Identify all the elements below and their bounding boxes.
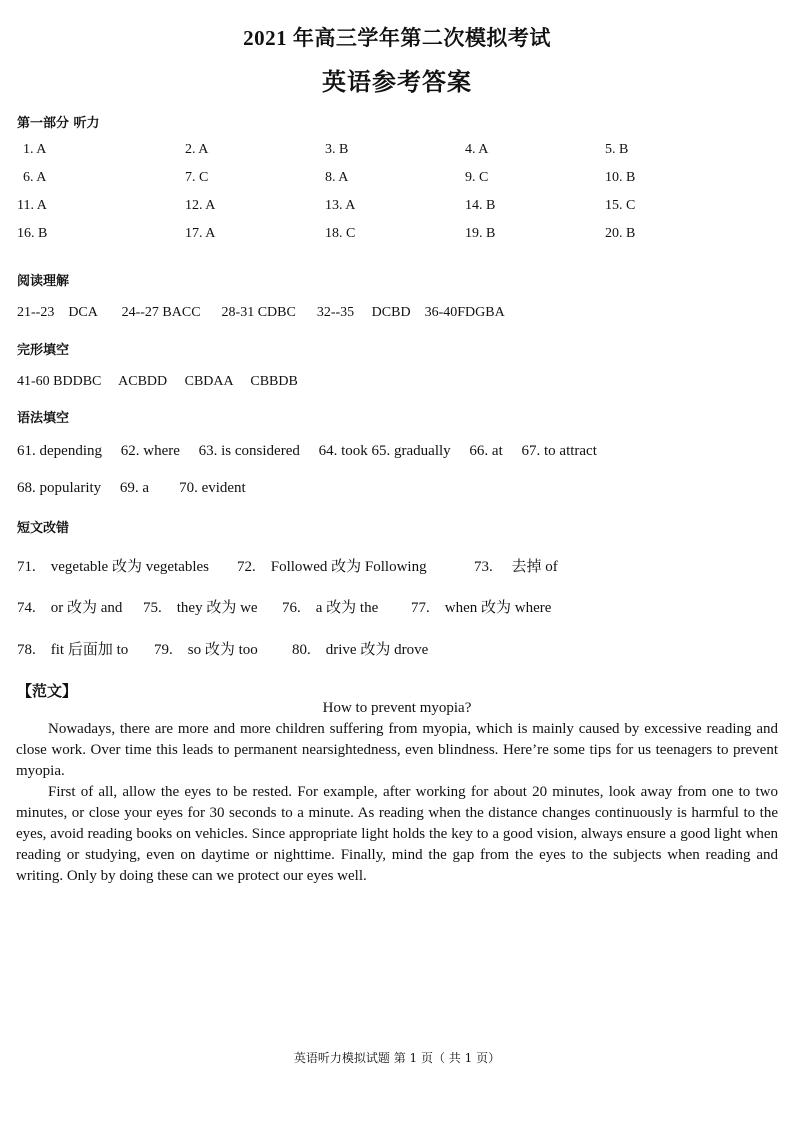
correction-row: [17, 555, 637, 576]
correction-item: 77. when 改为 where: [411, 600, 552, 616]
grammar-answers-line1: 61. depending 62. where 63. is considered 64. took 65. gradually 66. at 67. to attract: [17, 443, 597, 459]
correction-item: 80. drive 改为 drove: [292, 642, 429, 658]
correction-row: [17, 596, 637, 617]
correction-item: 78. fit 后面加 to: [17, 642, 129, 658]
essay-body: [16, 719, 778, 887]
answer-item: 18. C: [325, 226, 356, 241]
page-subtitle: 英语参考答案: [322, 70, 472, 96]
essay-heading: 【范文】: [17, 682, 78, 700]
cloze-answers: 41-60 BDDBC ACBDD CBDAA CBBDB: [17, 374, 298, 389]
answer-item: 7. C: [185, 170, 209, 185]
answer-item: 3. B: [325, 142, 349, 157]
reading-heading: 阅读理解: [17, 274, 70, 289]
correction-item: 74. or 改为 and: [17, 600, 123, 616]
correction-item: 73. 去掉 of: [474, 559, 558, 575]
correction-item: 79. so 改为 too: [154, 642, 258, 658]
page-footer: 英语听力模拟试题 第 1 页（ 共 1 页）: [293, 1051, 501, 1065]
essay-paragraph: First of all, allow the eyes to be rested. For example, after working for about 20 minutes, look away from one to two minutes, or close your eyes for 30 seconds to a minute. As reading when the distance changes continuously is harmful to the eyes, avoid reading books on vehicles. Since appropriate light holds the key to a good vision, always ensure a good light when reading or studying, even on daytime or nighttime. Finally, mind the gap from the eyes to the subjects when reading and writing. Only by doing these can we protect our eyes well.: [16, 784, 778, 884]
answer-item: 10. B: [605, 170, 636, 185]
essay-paragraph: Nowadays, there are more and more children suffering from myopia, which is mainly caused by excessive reading and close work. Over time this leads to permanent nearsightedness, even blindness. Here’re some tips for us teenagers to prevent myopia.: [16, 721, 778, 779]
correction-item: 72. Followed 改为 Following: [237, 559, 427, 575]
answer-item: 2. A: [185, 142, 209, 157]
answer-item: 20. B: [605, 226, 636, 241]
answer-item: 14. B: [465, 198, 496, 213]
correction-item: 76. a 改为 the: [282, 600, 379, 616]
listening-heading: 第一部分 听力: [17, 116, 100, 131]
correction-heading: 短文改错: [17, 521, 70, 536]
reading-answers: 21--23 DCA 24--27 BACC 28-31 CDBC 32--35 DCBD 36-40FDGBA: [17, 305, 505, 320]
page-title: 2021 年高三学年第二次模拟考试: [243, 26, 551, 50]
correction-row: [17, 638, 637, 659]
grammar-answers-line2: 68. popularity 69. a 70. evident: [17, 480, 246, 496]
answer-item: 1. A: [23, 142, 47, 157]
answer-item: 5. B: [605, 142, 629, 157]
answer-item: 17. A: [185, 226, 216, 241]
answer-item: 4. A: [465, 142, 489, 157]
answer-item: 13. A: [325, 198, 356, 213]
answer-item: 12. A: [185, 198, 216, 213]
answer-item: 6. A: [23, 170, 47, 185]
listening-answer-grid: [17, 142, 637, 242]
answer-item: 19. B: [465, 226, 496, 241]
cloze-heading: 完形填空: [17, 343, 70, 358]
answer-item: 11. A: [17, 198, 47, 213]
grammar-heading: 语法填空: [17, 411, 70, 426]
answer-item: 15. C: [605, 198, 636, 213]
essay-title: How to prevent myopia?: [322, 700, 472, 716]
correction-item: 75. they 改为 we: [143, 600, 258, 616]
correction-item: 71. vegetable 改为 vegetables: [17, 559, 210, 575]
answer-item: 9. C: [465, 170, 489, 185]
answer-item: 8. A: [325, 170, 349, 185]
answer-item: 16. B: [17, 226, 48, 241]
